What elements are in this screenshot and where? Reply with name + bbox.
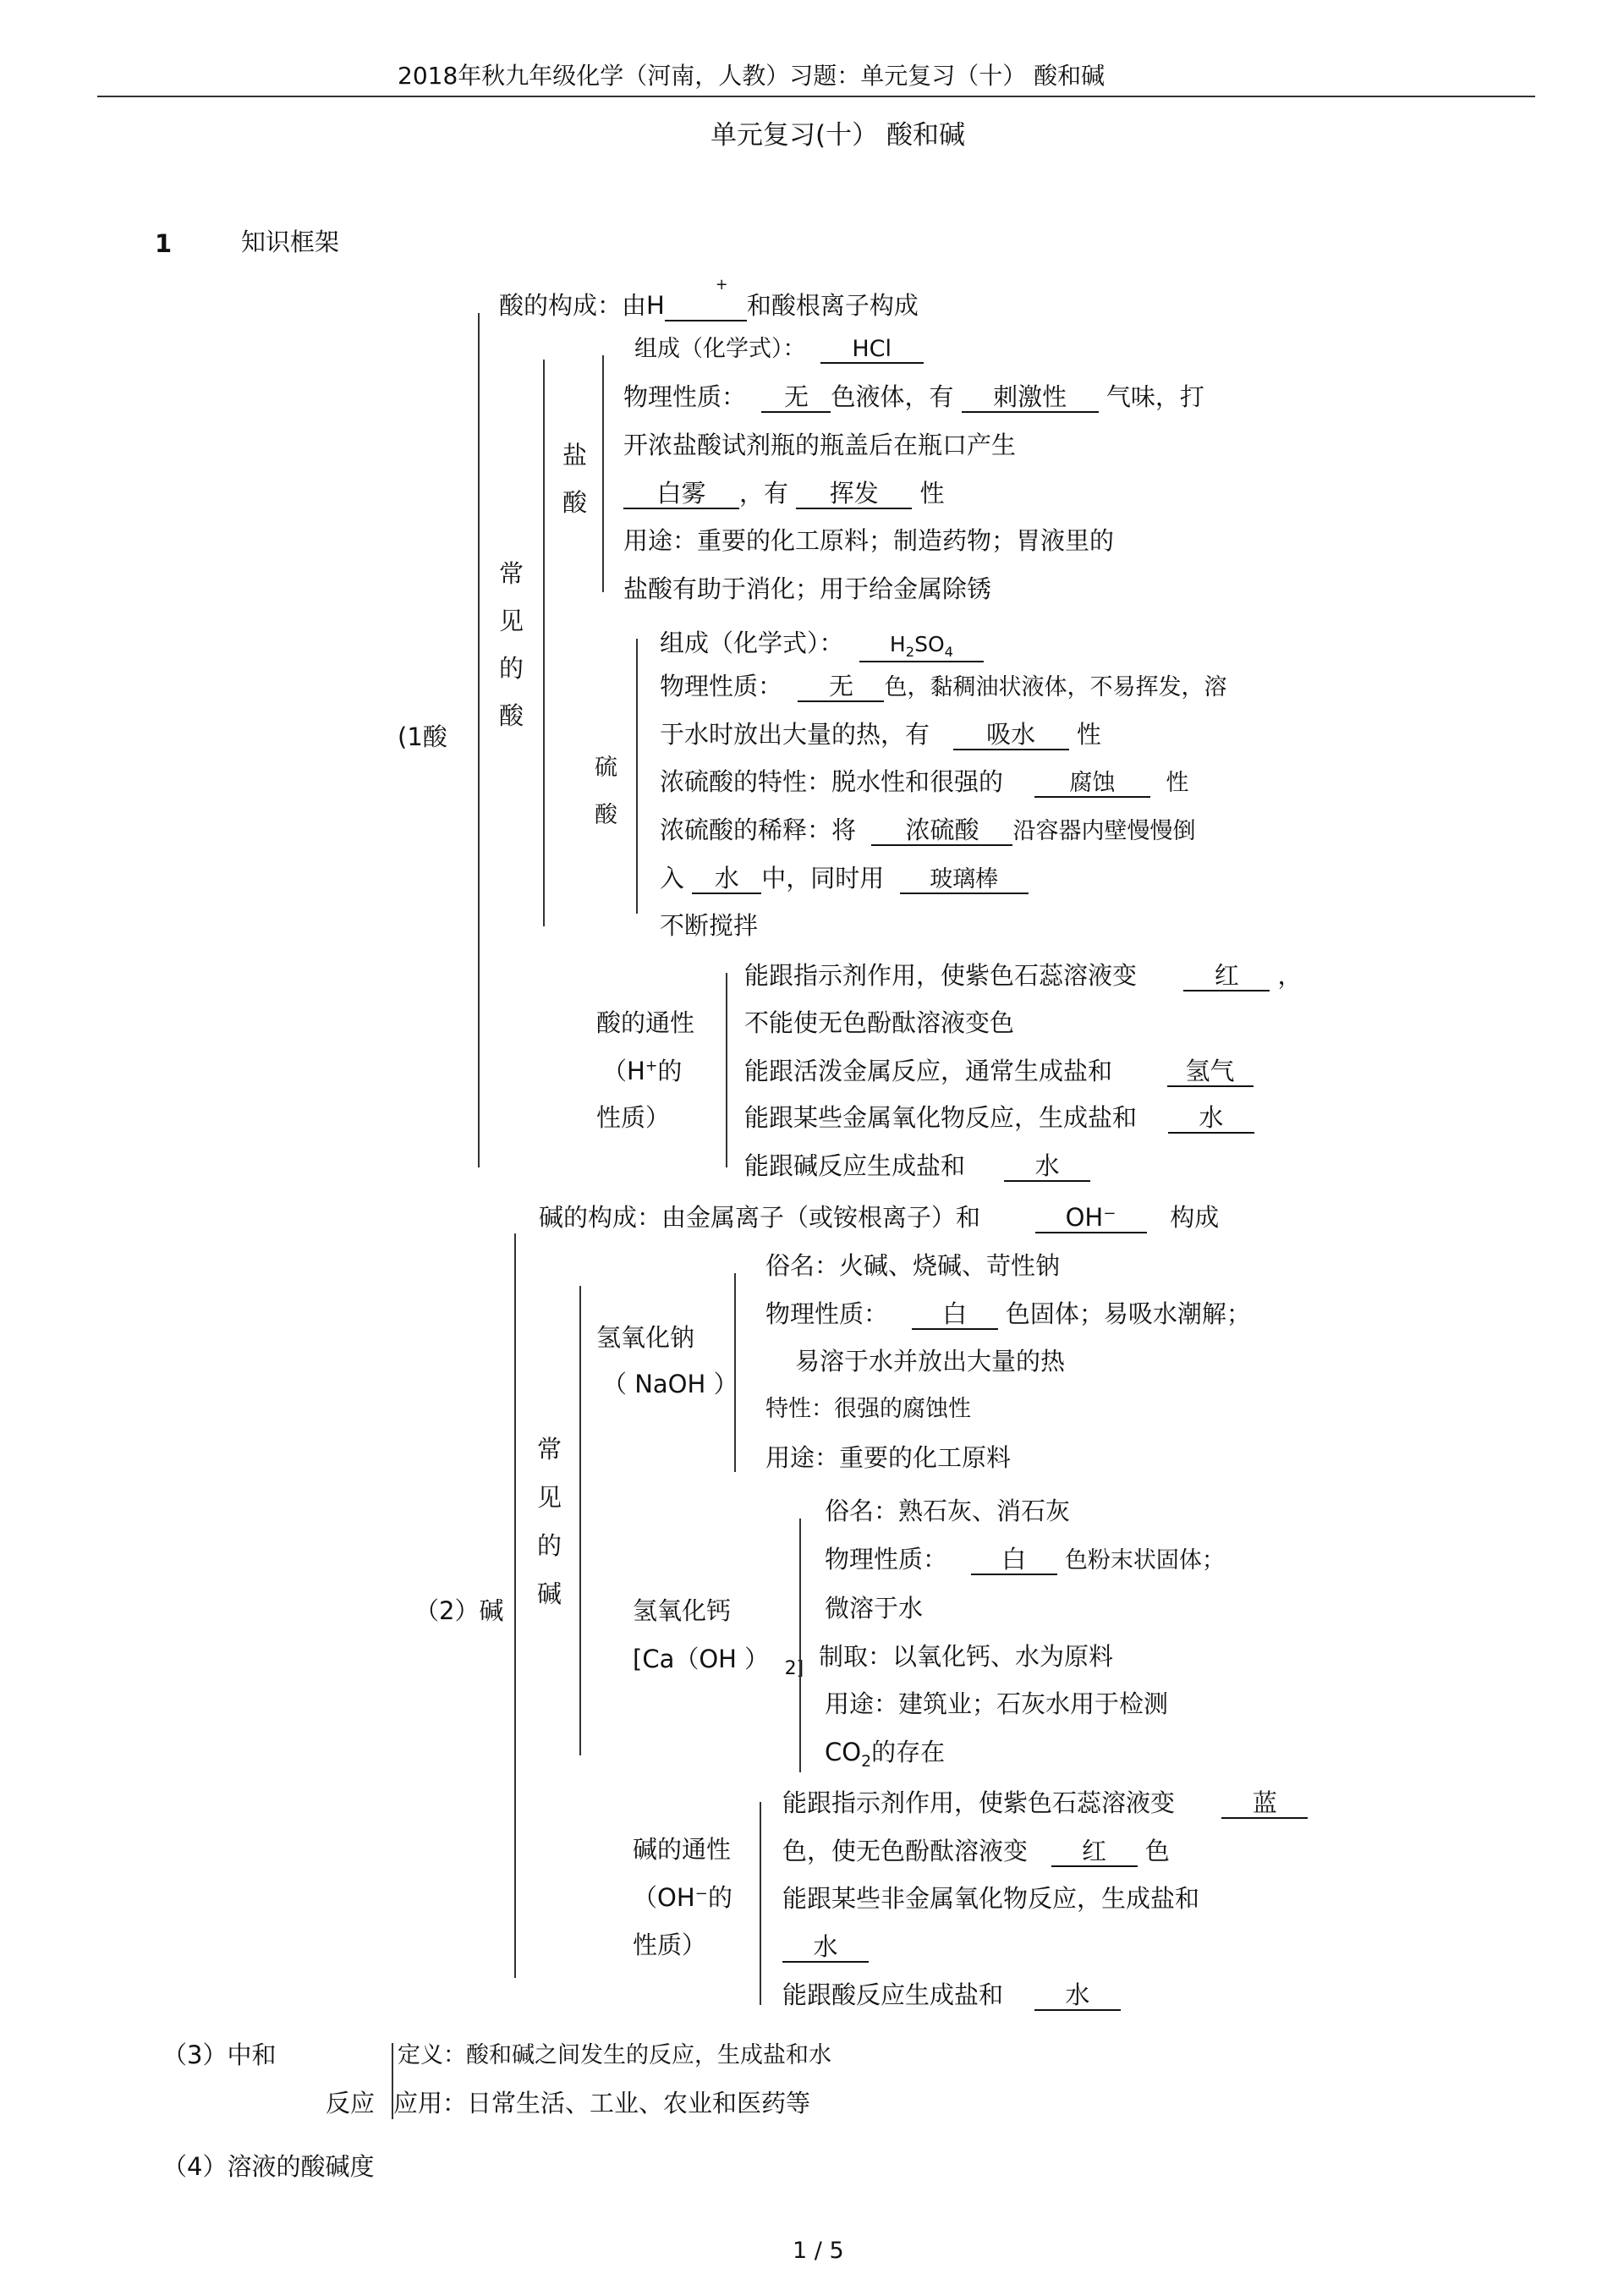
caoh-brace bbox=[799, 1519, 801, 1772]
naoh-label-1: 氢氧化钠 bbox=[596, 1323, 695, 1352]
h2so4-formula: 组成（化学式）： $H_2SO_4$ bbox=[660, 629, 984, 662]
h2so4-brace bbox=[636, 639, 638, 914]
base-general-3: 能跟酸反应生成盐和 水 bbox=[782, 1981, 1121, 2011]
h2so4-physical-2: 于水时放出大量的热，有 吸水 性 bbox=[660, 721, 1101, 750]
common-acid-label: 常 见 的 酸 bbox=[499, 559, 524, 730]
base-general-label-3: 性质） bbox=[633, 1931, 707, 1959]
base-general-1: 能跟指示剂作用，使紫色石蕊溶液变 蓝 bbox=[782, 1789, 1308, 1819]
acid-general-label-2: （H+的 bbox=[602, 1057, 683, 1085]
acid-brace bbox=[478, 313, 480, 1167]
caoh-physical-2: 微溶于水 bbox=[825, 1594, 924, 1623]
acid-general-brace bbox=[726, 973, 727, 1167]
hcl-physical-2: 开浓盐酸试剂瓶的瓶盖后在瓶口产生 bbox=[623, 431, 1017, 459]
naoh-label-2: （ NaOH ） bbox=[602, 1370, 738, 1398]
acid-general-1b: 不能使无色酚酞溶液变色 bbox=[744, 1008, 1015, 1037]
naoh-brace bbox=[734, 1273, 736, 1472]
hcl-formula: 组成（化学式）： HCl bbox=[634, 336, 924, 364]
base-label: （2）碱 bbox=[414, 1596, 504, 1625]
hcl-use-1: 用途：重要的化工原料；制造药物；胃液里的 bbox=[623, 526, 1115, 555]
acid-general-label-1: 酸的通性 bbox=[596, 1008, 695, 1037]
common-base-brace bbox=[579, 1286, 581, 1755]
base-general-2: 能跟某些非金属氧化物反应，生成盐和 bbox=[782, 1884, 1200, 1913]
neutral-label-1: （3）中和 bbox=[162, 2041, 277, 2069]
section-title: 知识框架 bbox=[241, 228, 340, 256]
caoh-physical-1: 物理性质： 白 色粉末状固体； bbox=[825, 1546, 1225, 1575]
running-header: 2018年秋九年级化学（河南，人教）习题：单元复习（十） 酸和碱 bbox=[398, 62, 1106, 90]
caoh-alias: 俗名：熟石灰、消石灰 bbox=[825, 1497, 1071, 1525]
acid-general-2: 能跟活泼金属反应，通常生成盐和 氢气 bbox=[744, 1057, 1254, 1087]
caoh-label-1: 氢氧化钙 bbox=[633, 1596, 732, 1625]
base-general-1b: 色，使无色酚酞溶液变 红 色 bbox=[782, 1837, 1170, 1867]
h2so4-dilution-3: 不断搅拌 bbox=[660, 911, 759, 940]
header-rule bbox=[97, 96, 1535, 97]
hcl-physical-1: 物理性质： 无 色液体，有 刺激性 气味，打 bbox=[623, 383, 1204, 413]
neutral-definition: 定义：酸和碱之间发生的反应，生成盐和水 bbox=[398, 2042, 831, 2068]
acid-general-label-3: 性质） bbox=[596, 1103, 671, 1132]
acid-general-3: 能跟某些金属氧化物反应，生成盐和 水 bbox=[744, 1104, 1254, 1134]
section-number: 1 bbox=[155, 229, 173, 258]
base-constitution: 碱的构成：由金属离子（或铵根离子）和 OH⁻ 构成 bbox=[539, 1204, 1219, 1233]
base-general-2b: 水 bbox=[782, 1933, 869, 1963]
acid-constitution: 酸的构成：由H + 和酸根离子构成 bbox=[499, 292, 919, 321]
naoh-trait: 特性：很强的腐蚀性 bbox=[765, 1396, 971, 1422]
caoh-label-2: [Ca（OH ） $_{2]}$ bbox=[633, 1645, 804, 1679]
common-base-label: 常 见 的 碱 bbox=[537, 1435, 562, 1608]
h2so4-label: 硫 酸 bbox=[595, 755, 617, 828]
hcl-use-2: 盐酸有助于消化；用于给金属除锈 bbox=[623, 574, 992, 603]
h2so4-dilution-2: 入 水 中，同时用 玻璃棒 bbox=[660, 865, 1029, 894]
neutral-label-2: 反应 bbox=[326, 2089, 376, 2117]
hcl-label: 盐 酸 bbox=[562, 441, 588, 517]
naoh-alias: 俗名：火碱、烧碱、苛性钠 bbox=[765, 1251, 1061, 1280]
caoh-prep: 制取：以氧化钙、水为原料 bbox=[819, 1642, 1114, 1671]
acid-general-4: 能跟碱反应生成盐和 水 bbox=[744, 1152, 1090, 1182]
page-number: 1 / 5 bbox=[793, 2238, 844, 2264]
caoh-use-1: 用途：建筑业；石灰水用于检测 bbox=[825, 1689, 1169, 1718]
neutral-application: 应用：日常生活、工业、农业和医药等 bbox=[393, 2089, 811, 2117]
acidity-label: （4）溶液的酸碱度 bbox=[162, 2152, 375, 2181]
h2so4-physical-1: 物理性质： 无 色，黏稠油状液体，不易挥发，溶 bbox=[660, 673, 1226, 702]
caoh-use-2: $CO_2$的存在 bbox=[825, 1738, 946, 1771]
acid-label: (1酸 bbox=[398, 722, 447, 751]
naoh-physical-1: 物理性质： 白 色固体；易吸水潮解； bbox=[765, 1300, 1251, 1330]
hcl-brace bbox=[602, 355, 604, 592]
document-title: 单元复习(十） 酸和碱 bbox=[710, 120, 965, 151]
base-general-label-1: 碱的通性 bbox=[633, 1835, 732, 1864]
acid-general-1: 能跟指示剂作用，使紫色石蕊溶液变 红 ， bbox=[744, 962, 1303, 991]
base-general-label-2: （OH⁻的 bbox=[633, 1883, 732, 1912]
h2so4-trait: 浓硫酸的特性：脱水性和很强的 腐蚀 性 bbox=[660, 768, 1188, 798]
naoh-physical-2: 易溶于水并放出大量的热 bbox=[795, 1347, 1066, 1376]
hcl-physical-3: 白雾 ，有 挥发 性 bbox=[623, 480, 944, 509]
base-brace bbox=[514, 1233, 516, 1978]
naoh-use: 用途：重要的化工原料 bbox=[765, 1443, 1012, 1472]
base-general-brace bbox=[760, 1802, 761, 2005]
common-acid-brace bbox=[543, 360, 545, 926]
h2so4-dilution-1: 浓硫酸的稀释：将 浓硫酸 沿容器内壁慢慢倒 bbox=[660, 816, 1195, 846]
